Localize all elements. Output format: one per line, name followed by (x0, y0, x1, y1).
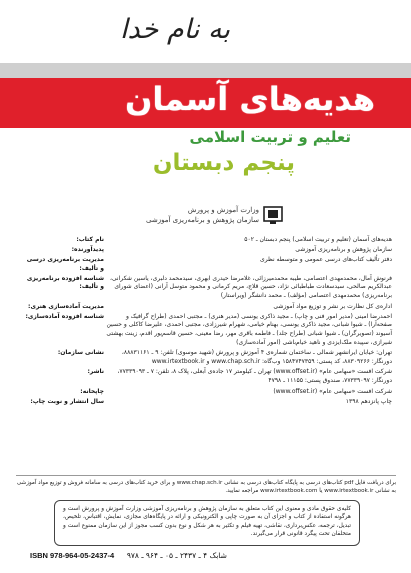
divider (16, 475, 396, 476)
ministry-name (119, 205, 259, 225)
download-note: برای دریافت فایل pdf کتاب‌های درسی به پایگاه کتاب‌های درسی به نشانی www.chap.sch.ir و برای خرید کتاب‌های درسی به سامانه فروش و توزیع مواد آموزشی به نشانی www.irtextbook.ir یا www.irtextbook.com مراجعه نمایید. (16, 480, 396, 494)
credit-row (16, 236, 396, 244)
credit-value: شرکت افست «سهامی عام» (www.offset.ir) تهران ـ کیلومتر ۱۷ جاده‌ی آبعلی، پلاک ۸، تلفن: ۷ ـ ۷۷۳۳۹۰۹۳، دورنگار: ۷۷۳۳۹۰۹۷، صندوق پستی: ۱۱۱۵۵ ـ ۴۷۹۸ (117, 368, 392, 384)
isbn-latin: ISBN 978-964-05-2437-4 (30, 551, 115, 560)
credit-row (16, 368, 396, 385)
ministry-emblem-icon (262, 204, 284, 226)
subject-heading: تعلیم و تربیت اسلامی (189, 128, 351, 146)
ministry-line-2: سازمان پژوهش و برنامه‌ریزی آموزشی (146, 216, 259, 224)
credit-label: نام کتاب: (76, 236, 104, 243)
credit-label: شناسه افزوده برنامه‌ریزی و تألیف: (26, 274, 104, 291)
credit-row (16, 303, 396, 311)
credits-table (16, 236, 396, 408)
book-title: هدیه‌های آسمان (125, 80, 375, 118)
credit-value: هدیه‌های آسمان (تعلیم و تربیت اسلامی) پنجم دبستان ـ ۵۰۲ (244, 236, 392, 243)
credit-value: سازمان پژوهش و برنامه‌ریزی آموزشی (295, 246, 392, 254)
credit-value: اداره‌ی کل نظارت بر نشر و توزیع مواد آموزشی (273, 302, 392, 310)
credit-label: ناشر: (87, 368, 104, 376)
grade-heading: پنجم دبستان (152, 150, 295, 176)
credit-label: مدیریت آماده‌سازی هنری: (28, 302, 104, 310)
credit-label: مدیریت برنامه‌ریزی درسی و تألیف: (26, 256, 104, 272)
credit-label: سال انتشار و نوبت چاپ: (30, 397, 104, 405)
credit-row (16, 349, 396, 366)
credit-row (16, 388, 396, 396)
isbn-farsi: شابک ۴ ـ ۲۴۳۷ ـ ۰۵ ـ ۹۶۴ ـ ۹۷۸ (126, 551, 227, 560)
credit-row (16, 275, 396, 301)
ministry-line-1: وزارت آموزش و پرورش (187, 206, 259, 214)
credit-label: پدیدآورنده: (71, 246, 104, 254)
credit-value: شرکت افست «سهامی عام» (www.offset.ir) (273, 387, 392, 395)
isbn-line (30, 551, 380, 560)
credit-label: چاپخانه: (80, 387, 104, 395)
copyright-notice: کلیه‌ی حقوق مادی و معنوی این کتاب متعلق به سازمان پژوهش و برنامه‌ریزی آموزشی وزارت آموزش و پرورش است و هرگونه استفاده از کتاب و اجزای آن به صورت چاپی و الکترونیکی و ارائه در پایگاه‌های مجازی، نمایش، اقتباس، تلخیص، تبدیل، ترجمه، عکس‌برداری، نقاشی، تهیه فیلم و تکثیر به هر شکل و نوع بدون کسب مجوز از این سازمان ممنوع است و متخلفان تحت پیگرد قانونی قرار می‌گیرند. (54, 500, 360, 546)
credit-row (16, 246, 396, 254)
credit-label: نشانی سازمان: (57, 349, 104, 357)
credit-value: دفتر تألیف کتاب‌های درسی عمومی و متوسطه نظری (260, 256, 392, 264)
credit-row (16, 398, 396, 406)
credit-value: فرنوش آمال، محمدمهدی اعتصامی، طیبه محمدمیرزائی، غلامرضا حیدری ابهری، سیدمحمد دلبری، یاسین شکرانی، عبدالکریم صالحی، سیدسعادت طباطبائی نژاد، حسین قلاج، مریم کرمانی و محمود متوسل آرانی (اعضای شورای برنامه‌ریزی) محمدمهدی اعتصامی (مؤلف) ـ محمد دانشگر (ویراستار) (109, 274, 392, 299)
credit-row (16, 313, 396, 347)
credit-value: تهران: خیابان ایرانشهر شمالی ـ ساختمان شماره‌ی ۴ آموزش و پرورش (شهید موسوی) تلفن: ۹ ـ ۸۸۸۳۱۱۶۱، دورنگار: ۸۸۳۰۹۲۶۶، کد پستی: ۱۵۸۴۷۴۷۳۵۹ وب‌گاه: www.chap.sch.ir و www.irtextbook.ir (121, 349, 392, 365)
credit-value: چاپ پانزدهم ۱۳۹۸ (345, 397, 392, 405)
calligraphy-heading: به نام خدا (120, 14, 230, 45)
credit-value: احمدرضا امینی (مدیر امور فنی و چاپ) ـ مجید ذاکری یونسی (مدیر هنری) ـ مجتبی احمدی (طراح گرافیک و صفحه‌آرا) ـ شیوا شبانی، مجید ذاکری یونسی، بهنام خیامی، شهرام شیرزادی، مجتبی احمدی، علیرضا کاکلی و حسین آسیوند (تصویرگران) ـ شیوا شبانی (طراح جلد) ـ فاطمه باقری مهر، رضا معینی، حسین قاسم‌پور اقدم، زینت بهشتی شیرازی، سپیده ملک‌ایزدی و ناهید خیام‌باشی (امور آماده‌سازی) (106, 312, 392, 346)
credit-label: شناسه افزوده آماده‌سازی: (25, 312, 104, 320)
credit-row (16, 256, 396, 272)
